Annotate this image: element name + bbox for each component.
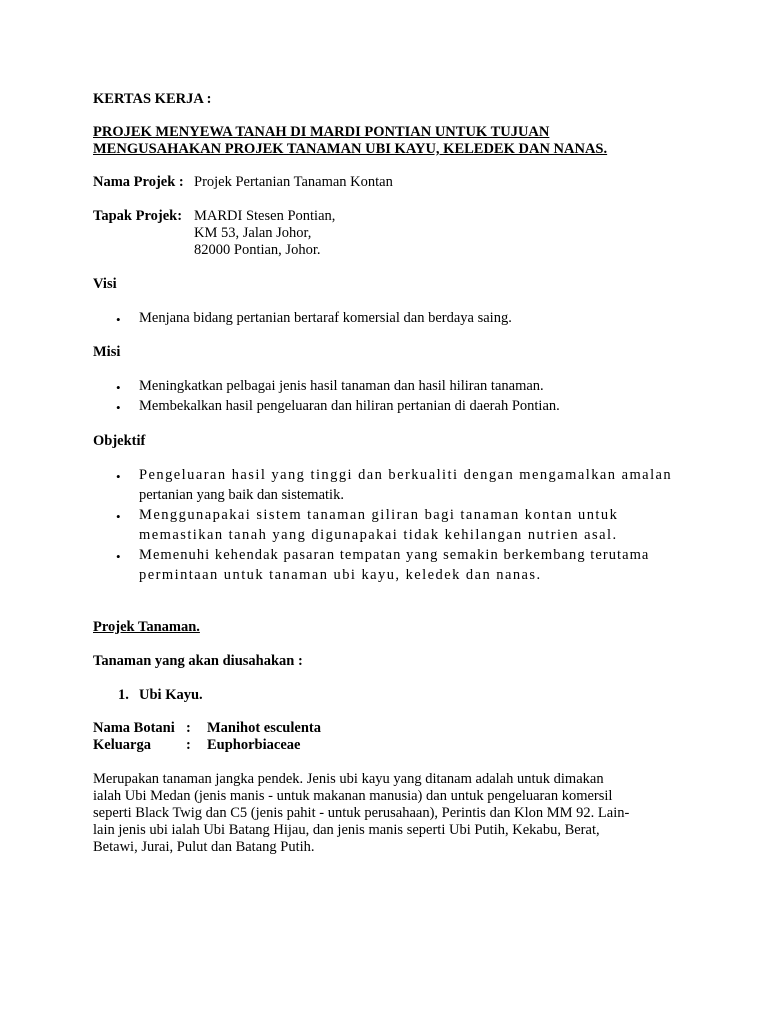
tanaman-heading: Tanaman yang akan diusahakan : [93,653,303,669]
objektif-item-1-line-2: pertanian yang baik dan sistematik. [139,487,344,503]
objektif-item-2-line-2: memastikan tanah yang digunapakai tidak kehilangan nutrien asal. [139,527,618,543]
bullet-icon: • [116,312,121,327]
objektif-item-1-line-1: Pengeluaran hasil yang tinggi dan berkualiti dengan mengamalkan amalan [139,467,673,483]
bullet-icon: • [116,509,121,524]
bullet-icon: • [116,400,121,415]
document-heading: KERTAS KERJA : [93,91,212,107]
tapak-projek-line-1: MARDI Stesen Pontian, [194,208,336,224]
bullet-icon: • [116,469,121,484]
nama-botani-label: Nama Botani [93,720,175,736]
title-line-2: MENGUSAHAKAN PROJEK TANAMAN UBI KAYU, KELEDEK DAN NANAS. [93,141,608,157]
visi-item-1: Menjana bidang pertanian bertaraf komersial dan berdaya saing. [139,310,512,326]
nama-botani-colon: : [186,720,191,736]
misi-item-2: Membekalkan hasil pengeluaran dan hiliran pertanian di daerah Pontian. [139,398,560,414]
tapak-projek-label: Tapak Projek: [93,208,183,224]
nama-projek-label: Nama Projek : [93,174,184,190]
keluarga-label: Keluarga [93,737,151,753]
keluarga-value: Euphorbiaceae [207,737,301,753]
misi-item-1: Meningkatkan pelbagai jenis hasil tanaman dan hasil hiliran tanaman. [139,378,544,394]
tapak-projek-line-2: KM 53, Jalan Johor, [194,225,312,241]
ubi-kayu-number: 1. [118,687,129,703]
paragraph-line-4: lain jenis ubi ialah Ubi Batang Hijau, dan jenis manis seperti Ubi Putih, Kekabu, Berat, [93,822,600,838]
paragraph-line-5: Betawi, Jurai, Pulut dan Batang Putih. [93,839,315,855]
bullet-icon: • [116,380,121,395]
objektif-item-3-line-1: Memenuhi kehendak pasaran tempatan yang semakin berkembang terutama [139,547,650,563]
visi-heading: Visi [93,276,117,292]
paragraph-line-1: Merupakan tanaman jangka pendek. Jenis ubi kayu yang ditanam adalah untuk dimakan [93,771,604,787]
nama-projek-value: Projek Pertanian Tanaman Kontan [194,174,393,190]
misi-heading: Misi [93,344,121,360]
tapak-projek-line-3: 82000 Pontian, Johor. [194,242,321,258]
objektif-item-2-line-1: Menggunapakai sistem tanaman giliran bagi tanaman kontan untuk [139,507,619,523]
projek-tanaman-heading: Projek Tanaman. [93,619,200,635]
bullet-icon: • [116,549,121,564]
ubi-kayu-title: Ubi Kayu. [139,687,203,703]
keluarga-colon: : [186,737,191,753]
objektif-heading: Objektif [93,433,146,449]
paragraph-line-3: seperti Black Twig dan C5 (jenis pahit - untuk perusahaan), Perintis dan Klon MM 92. Lain- [93,805,630,821]
title-line-1: PROJEK MENYEWA TANAH DI MARDI PONTIAN UNTUK TUJUAN [93,124,550,140]
objektif-item-3-line-2: permintaan untuk tanaman ubi kayu, keledek dan nanas. [139,567,542,583]
nama-botani-value: Manihot esculenta [207,720,321,736]
paragraph-line-2: ialah Ubi Medan (jenis manis - untuk makanan manusia) dan untuk pengeluaran komersil [93,788,613,804]
